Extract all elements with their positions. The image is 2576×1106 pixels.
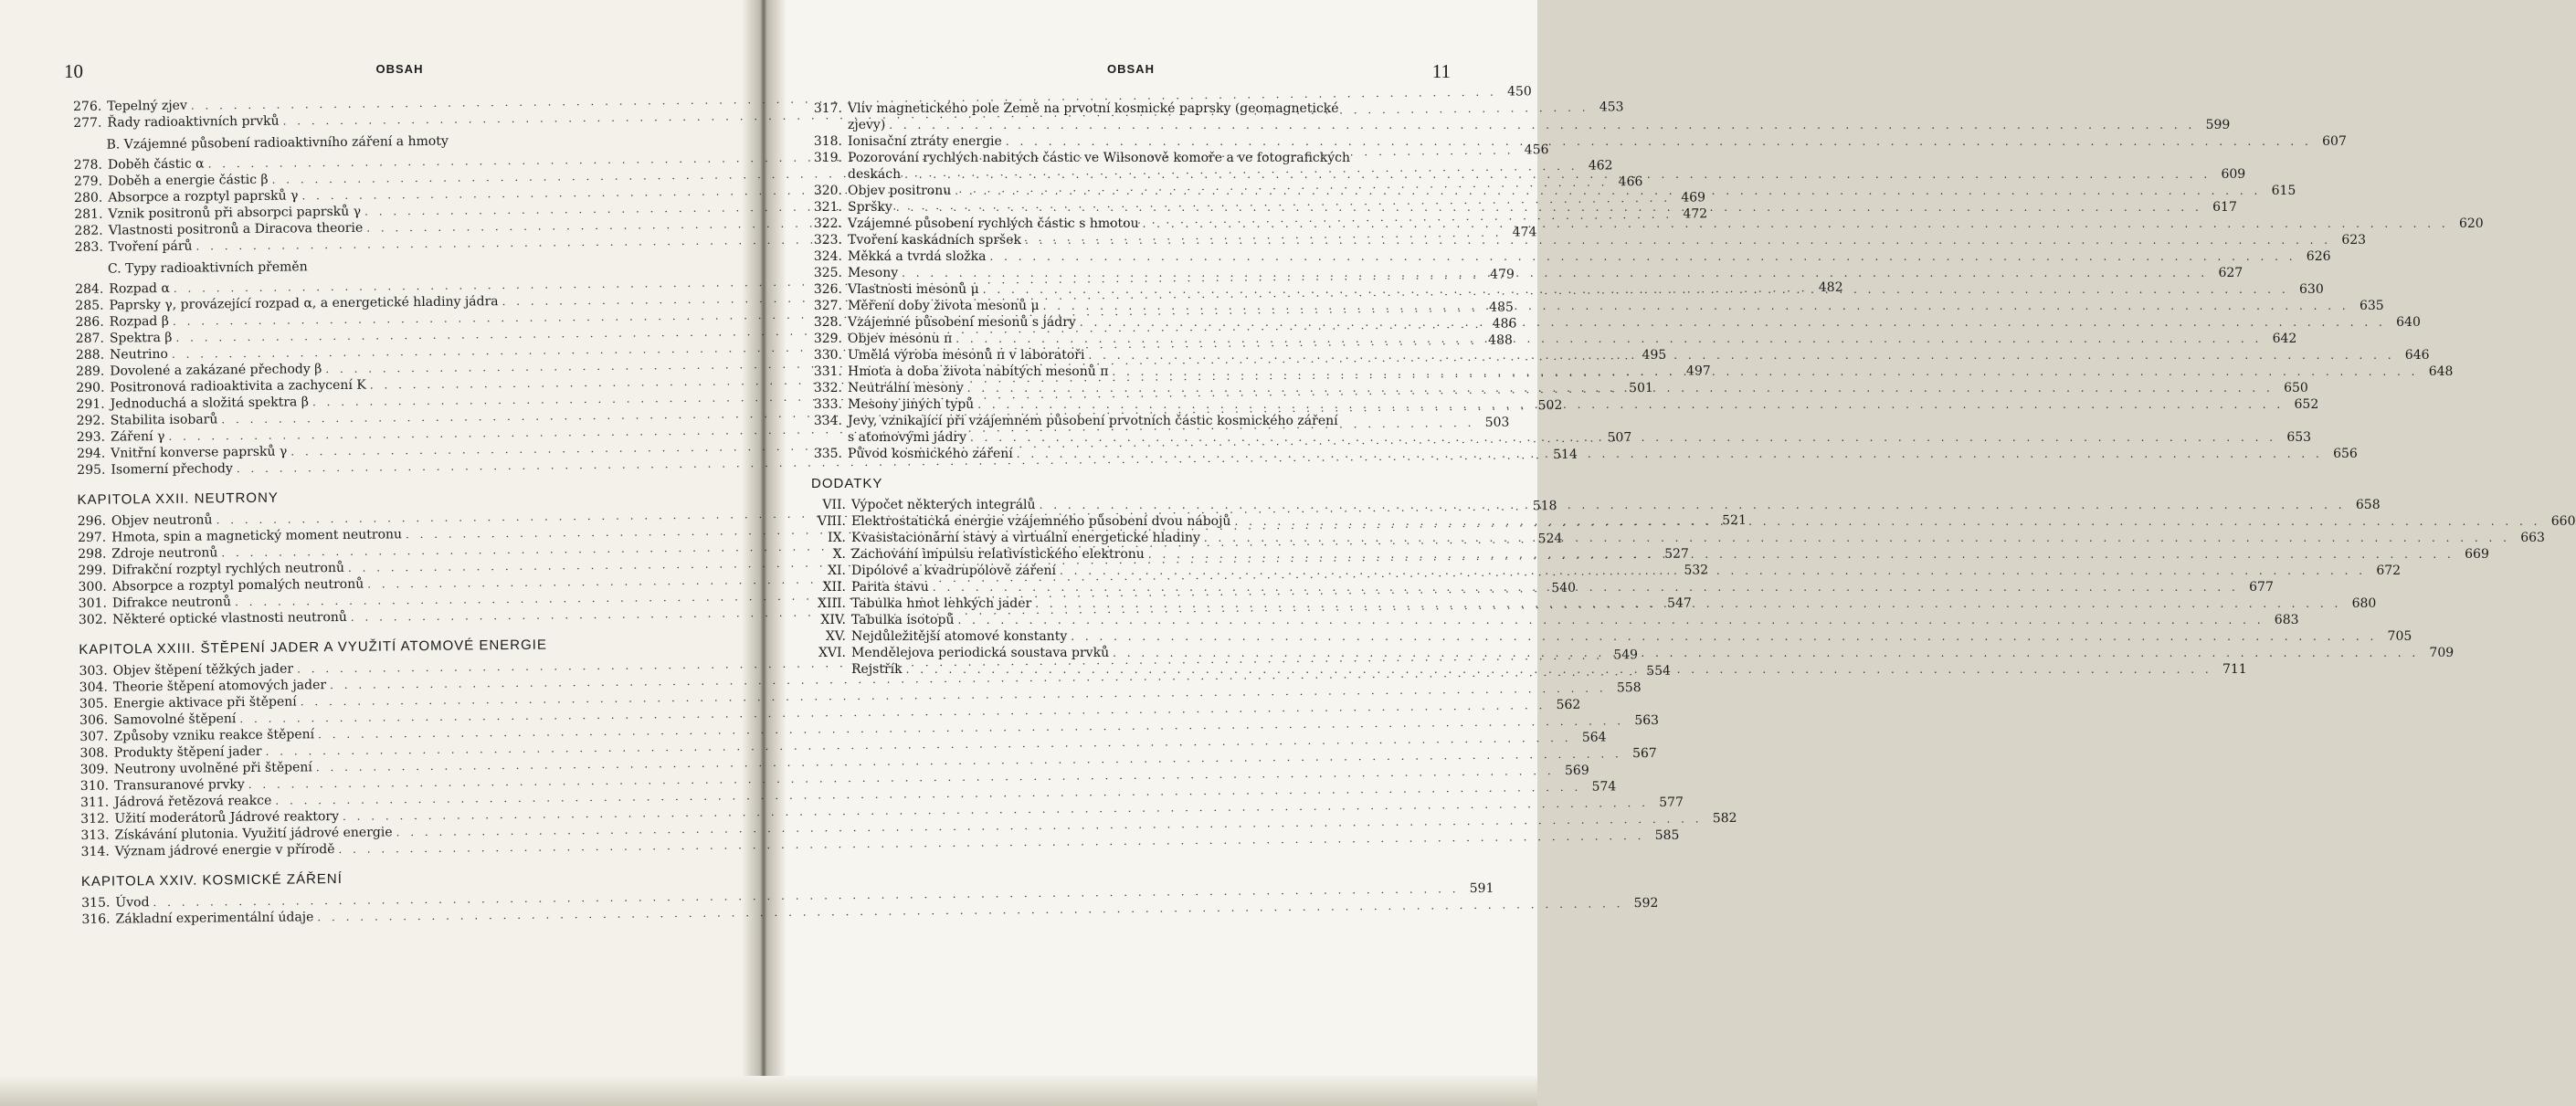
entry-title-continued: deskách (848, 167, 902, 182)
entry-number: 328. (813, 315, 842, 330)
entry-page: 453 (1599, 100, 1624, 115)
entry-title: Význam jádrové energie v přírodě (114, 842, 335, 859)
entry-number: 301. (78, 595, 108, 611)
entry-title: Isomerní přechody (111, 461, 233, 478)
entry-title: Některé optické vlastnosti neutronů (112, 609, 347, 627)
entry-number: 323. (813, 233, 842, 248)
dot-leader (1036, 497, 2349, 513)
entry-number: 311. (79, 795, 110, 810)
entry-title: Samovolné štěpení (113, 711, 237, 728)
entry-title: Objev positronu (848, 184, 952, 198)
entry-page: 485 (1489, 300, 1514, 315)
entry-title: Jevy, vznikající při vzájemném působení prvotních částic kosmického záření (848, 414, 1338, 428)
entry-page: 549 (1613, 648, 1639, 663)
entry-number: 279. (73, 174, 103, 189)
dot-leader (1056, 563, 2370, 579)
toc-entry-line (811, 117, 2231, 133)
entry-title: Elektrostatická energie vzájemného působení dvou nábojů (851, 514, 1231, 529)
entry-title: Mendělejova periodická soustava prvků (851, 646, 1110, 660)
entry-title: Získávání plutonia. Využití jádrové energie (114, 825, 393, 843)
entry-page: 479 (1490, 267, 1515, 282)
entry-title: Záření γ (110, 428, 165, 445)
entry-title: Způsoby vzniku reakce štěpení (113, 727, 315, 744)
dot-leader (892, 199, 2206, 216)
entry-number: XIV. (820, 613, 846, 627)
dot-leader (974, 396, 2287, 413)
entry-number: 332. (813, 381, 842, 395)
entry-title: Kvasistacionární stavy a virtuální energetické hladiny (851, 531, 1200, 545)
entry-title: Neutrony uvolněné při štěpení (113, 760, 312, 777)
entry-title: Spektra β (109, 330, 173, 346)
entry-number: 281. (74, 206, 103, 222)
entry-title: Jádrová řetězová reakce (114, 793, 272, 810)
entry-number: 283. (74, 239, 103, 255)
entry-number: XV. (825, 629, 846, 644)
entry-page: 599 (2205, 118, 2231, 132)
dot-leader (898, 265, 2212, 281)
entry-title: Řady radioaktivních prvků (107, 113, 280, 131)
entry-number: 290. (76, 380, 105, 395)
dot-leader (1084, 347, 2398, 363)
toc-entry-line (811, 150, 1451, 166)
entry-title: Vzájemné působení mesonů s jádry (848, 315, 1076, 330)
entry-number: VIII. (817, 514, 846, 529)
entry-title: Objev štěpení těžkých jader (112, 661, 294, 679)
entry-title: Hmota a doba života nabitých mesonů π (848, 364, 1109, 379)
entry-page: 705 (2387, 629, 2412, 644)
entry-page: 642 (2272, 332, 2297, 346)
entry-page: 514 (1553, 447, 1578, 463)
entry-number: 333. (813, 397, 842, 412)
entry-page: 497 (1685, 363, 1711, 379)
toc-entry (811, 248, 2331, 265)
entry-page: 524 (1537, 531, 1563, 547)
entry-page: 547 (1667, 595, 1692, 611)
entry-number: 292. (76, 413, 105, 428)
entry-page: 615 (2271, 184, 2296, 198)
entry-number: IX. (828, 531, 846, 545)
entry-title: Spršky (848, 200, 892, 215)
dot-leader (1145, 546, 2458, 563)
entry-number: 316. (81, 911, 111, 927)
entry-page: 617 (2212, 200, 2237, 215)
entry-page: 474 (1512, 225, 1537, 240)
dot-leader (1031, 595, 2345, 612)
page-number: 10 (64, 60, 83, 82)
entry-page: 472 (1683, 206, 1708, 222)
entry-page: 501 (1629, 380, 1653, 396)
entry-page: 658 (2355, 498, 2381, 512)
entry-page: 591 (1469, 880, 1494, 897)
entry-title: Tvoření párů (108, 238, 193, 255)
dot-leader (1139, 216, 2453, 232)
entry-page: 630 (2299, 282, 2324, 297)
entry-number: 299. (78, 563, 107, 578)
entry-number: 278. (73, 157, 103, 173)
entry-title: Rozpad α (109, 280, 170, 297)
entry-page: 469 (1681, 190, 1706, 205)
entry-number: 307. (79, 729, 109, 744)
entry-title: Rejstřík (851, 662, 903, 677)
entry-number: 297. (77, 530, 107, 545)
dot-leader (1021, 232, 2335, 248)
entry-page: 585 (1654, 827, 1680, 843)
dot-leader (951, 183, 2265, 199)
entry-number: 303. (79, 663, 108, 679)
entry-number: 317. (813, 101, 842, 116)
entry-number: 334. (813, 414, 842, 428)
dot-leader (1013, 446, 2327, 462)
entry-title: Mesony (848, 266, 899, 280)
entry-title: Difrakce neutronů (111, 595, 232, 611)
entry-number: 280. (74, 190, 103, 205)
entry-page: 503 (1484, 415, 1510, 430)
toc-entry-line (811, 100, 1451, 117)
entry-page: 574 (1591, 779, 1617, 795)
entry-page: 582 (1712, 810, 1737, 827)
entry-title: Positronová radioaktivita a zachycení K (110, 377, 366, 395)
entry-page: 609 (2221, 167, 2246, 182)
entry-page: 507 (1607, 430, 1632, 446)
dot-leader (952, 331, 2265, 347)
entry-number: 315. (81, 895, 111, 911)
entry-title: Vznik positronů při absorpci paprsků γ (108, 204, 362, 222)
page-bottom-edge (0, 1076, 1537, 1106)
entry-number: 335. (813, 447, 842, 461)
entry-number: 312. (80, 811, 110, 827)
entry-page: 567 (1631, 745, 1657, 762)
entry-title: Objev neutronů (111, 512, 213, 529)
entry-page: 527 (1664, 546, 1689, 562)
dot-leader (885, 117, 2199, 133)
entry-number: 327. (813, 299, 842, 313)
entry-page: 607 (2322, 134, 2347, 149)
entry-title: Absorpce a rozptyl pomalých neutronů (111, 576, 364, 595)
entry-page: 652 (2294, 397, 2319, 412)
entry-number: 330. (813, 348, 842, 363)
page-number: 11 (1431, 60, 1451, 82)
entry-number: 288. (75, 347, 105, 363)
entry-title: Vlastnosti positronů a Diracova theorie (108, 220, 364, 238)
entry-page: 482 (1818, 279, 1843, 296)
entry-title: Tepelný zjev (107, 98, 187, 114)
entry-title: Produkty štěpení jader (113, 743, 262, 761)
chapter-heading: KAPITOLA XXII. NEUTRONY (77, 490, 279, 508)
entry-page: 486 (1492, 316, 1517, 332)
entry-number: 298. (78, 546, 107, 562)
entry-page: 650 (2284, 381, 2308, 395)
entry-page: 683 (2274, 613, 2299, 627)
entry-number: 282. (74, 223, 103, 238)
entry-title: Úvod (115, 895, 150, 911)
entry-number: 284. (75, 281, 104, 297)
dot-leader (1230, 513, 2544, 530)
running-head: OBSAH (1107, 62, 1155, 76)
entry-number: 304. (79, 679, 109, 695)
section-subheading: B. Vzájemné působení radioaktivního záření a hmoty (106, 133, 449, 153)
entry-number: 313. (80, 827, 110, 843)
entry-page: 495 (1642, 347, 1667, 363)
entry-page: 462 (1588, 158, 1613, 174)
entry-page: 569 (1564, 763, 1589, 778)
entry-title: Dipólové a kvadrupólové záření (851, 564, 1056, 578)
entry-number: 286. (75, 314, 104, 330)
entry-title: Tabulka hmot lehkých jader (851, 596, 1032, 611)
entry-number: 305. (79, 696, 109, 711)
entry-title: Hmota, spin a magnetický moment neutronu (111, 527, 403, 545)
entry-page: 521 (1722, 512, 1747, 529)
entry-page: 648 (2428, 364, 2454, 379)
entry-number: 331. (813, 364, 842, 379)
entry-title: Dovolené a zakázané přechody β (110, 362, 322, 379)
entry-number: 318. (813, 134, 842, 149)
chapter-heading: KAPITOLA XXIV. KOSMICKÉ ZÁŘENÍ (80, 870, 343, 890)
entry-title: Vzájemné působení rychlých částic s hmotou (848, 216, 1139, 231)
entry-title: Absorpce a rozptyl paprsků γ (108, 188, 299, 205)
entry-title: Výpočet některých integrálů (851, 498, 1036, 512)
dot-leader (1002, 133, 2316, 150)
entry-title: Paprsky γ, provázející rozpad α, a energetické hladiny jádra (109, 294, 499, 313)
entry-page: 554 (1646, 663, 1672, 679)
entry-page: 680 (2351, 596, 2377, 611)
entry-page: 532 (1684, 563, 1709, 578)
dot-leader (1040, 298, 2353, 314)
toc-entry (811, 216, 2484, 232)
entry-page: 669 (2465, 547, 2489, 562)
chapter-heading: DODATKY (811, 476, 883, 491)
dot-leader (929, 579, 2243, 595)
section-subheading: C. Typy radioaktivních přeměn (107, 259, 308, 277)
entry-title: Objev mesonu π (848, 332, 953, 346)
entry-title: Transuranové prvky (113, 777, 245, 794)
chapter-heading: KAPITOLA XXIII. ŠTĚPENÍ JADER A VYUŽITÍ ATOMOVÉ ENERGIE (79, 637, 548, 658)
entry-number: 285. (75, 298, 104, 313)
entry-title: Mesony jiných typů (848, 397, 975, 412)
entry-title-continued: s atomovými jádry (848, 430, 967, 445)
dot-leader (966, 429, 2280, 446)
entry-number: 277. (73, 115, 102, 131)
entry-title: Zdroje neutronů (111, 545, 218, 562)
entry-number: XIII. (817, 596, 846, 611)
entry-number: 320. (813, 184, 842, 198)
entry-number: 322. (813, 216, 842, 231)
entry-number: XI. (828, 564, 846, 578)
entry-page: 540 (1551, 580, 1577, 596)
entry-title: Neutrino (110, 346, 168, 363)
entry-title: Pozorování rychlých nabitých částic ve Wilsonově komoře a ve fotografických (848, 151, 1350, 165)
entry-title: Tabulka isotopů (851, 613, 955, 627)
entry-number: 293. (76, 429, 106, 445)
entry-title: Difrakční rozptyl rychlých neutronů (111, 560, 345, 578)
entry-title: Zachování impulsu relativistického elektronu (851, 547, 1145, 562)
entry-number: XVI. (818, 646, 846, 660)
entry-title: Měření doby života mesonů μ (848, 299, 1040, 313)
entry-page: 518 (1532, 499, 1557, 514)
entry-page: 502 (1537, 397, 1563, 414)
entry-number: 309. (79, 762, 109, 777)
entry-title-continued: zjevy) (848, 118, 886, 132)
entry-number: 325. (813, 266, 842, 280)
entry-number: 295. (77, 462, 106, 478)
running-head: OBSAH (375, 62, 424, 76)
entry-page: 709 (2429, 646, 2455, 660)
entry-title: Stabilita isobarů (110, 412, 218, 428)
entry-page: 623 (2341, 233, 2367, 248)
entry-number: XII. (822, 580, 846, 595)
entry-title: Jednoduchá a složitá spektra β (110, 395, 309, 412)
entry-title: Theorie štěpení atomových jader (112, 678, 327, 695)
entry-title: Původ kosmického záření (848, 447, 1013, 461)
entry-page: 663 (2520, 531, 2545, 545)
entry-page: 564 (1581, 730, 1607, 745)
entry-title: Ionisační ztráty energie (848, 134, 1002, 149)
entry-title: Vliv magnetického pole Země na prvotní kosmické paprsky (geomagnetické (848, 101, 1339, 116)
entry-page: 488 (1488, 332, 1513, 348)
entry-number: 291. (76, 396, 105, 412)
dot-leader (1076, 314, 2390, 331)
entry-number: 294. (76, 446, 106, 461)
entry-number: 310. (79, 778, 110, 794)
dot-leader (903, 661, 2216, 678)
entry-number: 324. (813, 249, 842, 264)
dot-leader (954, 612, 2267, 628)
dot-leader (964, 380, 2277, 396)
entry-number: 300. (78, 579, 107, 595)
dot-leader (901, 166, 2214, 183)
entry-number: 329. (813, 332, 842, 346)
entry-page: 711 (2222, 662, 2247, 677)
entry-page: 620 (2458, 216, 2484, 231)
toc-entry-line (811, 413, 1451, 429)
entry-page: 592 (1633, 895, 1659, 911)
dot-leader (986, 248, 2299, 265)
entry-page: 640 (2396, 315, 2421, 330)
entry-page: 646 (2404, 348, 2430, 363)
entry-number: 306. (79, 712, 109, 728)
entry-title: Nejdůležitější atomové konstanty (851, 629, 1068, 644)
entry-number: 319. (813, 151, 842, 165)
dot-leader (1109, 645, 2423, 661)
entry-title: Měkká a tvrdá složka (848, 249, 987, 264)
entry-title: Vlastnosti mesonů μ (848, 282, 979, 297)
entry-title: Základní experimentální údaje (115, 910, 314, 927)
entry-number: 276. (73, 99, 102, 114)
entry-number: 308. (79, 745, 109, 761)
entry-page: 577 (1659, 795, 1684, 810)
dot-leader (1108, 363, 2422, 380)
entry-title: Vnitřní konverse paprsků γ (111, 444, 288, 461)
entry-page: 558 (1616, 680, 1642, 696)
entry-number: 289. (76, 363, 105, 379)
toc-entry (811, 628, 2412, 645)
entry-title: Neutrální mesony (848, 381, 964, 395)
entry-number: 302. (78, 612, 108, 627)
entry-number: X. (832, 547, 846, 562)
entry-page: 660 (2550, 514, 2576, 529)
entry-title: Umělá výroba mesonů π v laboratoři (848, 348, 1085, 363)
dot-leader (979, 281, 2293, 298)
entry-page: 562 (1556, 697, 1581, 713)
entry-page: 563 (1634, 712, 1660, 729)
entry-page: 450 (1506, 84, 1532, 100)
dot-leader (1200, 530, 2514, 546)
entry-page: 466 (1618, 174, 1643, 190)
entry-title: Rozpad β (109, 313, 169, 330)
entry-number: 287. (75, 331, 105, 346)
entry-page: 677 (2249, 580, 2274, 595)
entry-title: Doběh a energie částic β (108, 172, 269, 189)
entry-title: Doběh částic α (107, 156, 205, 173)
entry-page: 656 (2333, 447, 2358, 461)
entry-number: 321. (813, 200, 842, 215)
entry-page: 653 (2286, 430, 2312, 445)
entry-title: Tvoření kaskádních spršek (848, 233, 1021, 248)
entry-page: 627 (2218, 266, 2243, 280)
entry-number: 296. (77, 513, 107, 529)
entry-page: 456 (1524, 142, 1549, 158)
entry-title: Užití moderátorů Jádrové reaktory (114, 808, 340, 827)
dot-leader (1067, 628, 2381, 645)
entry-page: 626 (2306, 249, 2331, 264)
entry-page: 672 (2376, 564, 2402, 578)
entry-title: Energie aktivace při štěpení (113, 694, 297, 711)
entry-number: 326. (813, 282, 842, 297)
entry-number: VII. (822, 498, 846, 512)
entry-number: 314. (80, 844, 110, 859)
entry-page: 635 (2359, 299, 2384, 313)
toc-entry (811, 612, 2299, 628)
entry-title: Parita stavu (851, 580, 929, 595)
